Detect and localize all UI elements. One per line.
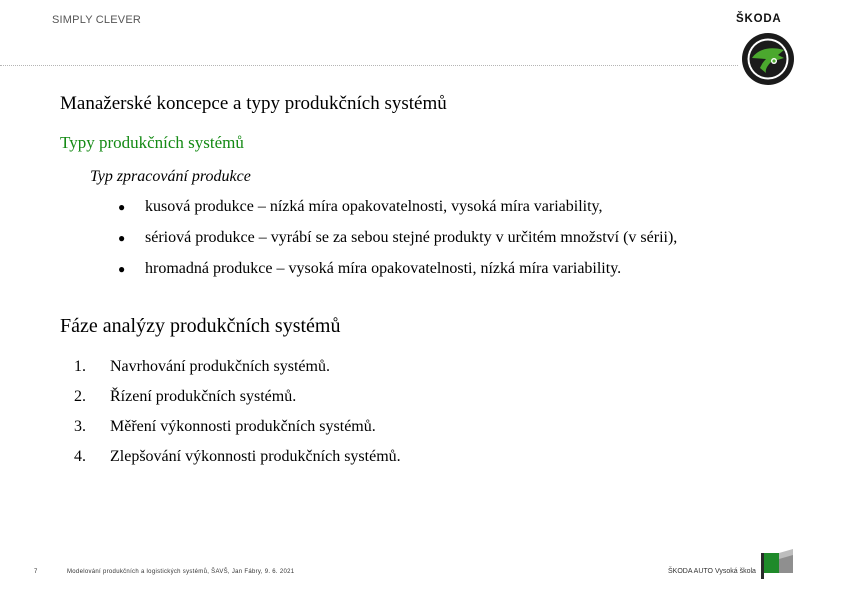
step-text: Navrhování produkčních systémů. xyxy=(110,358,330,375)
brand-name: ŠKODA xyxy=(736,13,782,25)
list-item xyxy=(74,448,401,478)
step-number: 4. xyxy=(74,448,86,465)
production-type-list xyxy=(118,198,677,291)
step-text: Zlepšování výkonnosti produkčních systémů. xyxy=(110,448,401,465)
list-item-text: hromadná produkce – vysoká míra opakovatelnosti, nízká míra variability. xyxy=(145,260,622,277)
phase-steps-list xyxy=(74,358,401,478)
list-item-text: sériová produkce – vyrábí se za sebou stejné produkty v určitém množství (v sérii), xyxy=(145,229,678,246)
bullet-icon: ● xyxy=(118,262,126,276)
list-item xyxy=(118,198,677,229)
header-divider xyxy=(0,65,738,66)
list-item xyxy=(118,260,677,291)
footer-brand: ŠKODA AUTO Vysoká škola xyxy=(668,568,756,575)
bullet-icon: ● xyxy=(118,200,126,214)
step-text: Měření výkonnosti produkčních systémů. xyxy=(110,418,376,435)
step-number: 3. xyxy=(74,418,86,435)
slide-subtitle: Typy produkčních systémů xyxy=(60,133,244,152)
list-item xyxy=(118,229,677,260)
step-number: 2. xyxy=(74,388,86,405)
list-item xyxy=(74,418,401,448)
section-label: Typ zpracování produkce xyxy=(90,168,251,185)
list-item xyxy=(74,388,401,418)
bullet-icon: ● xyxy=(118,231,126,245)
flag-icon xyxy=(761,549,793,581)
footer-text: Modelování produkčních a logistických systémů, ŠAVŠ, Jan Fábry, 9. 6. 2021 xyxy=(67,569,295,575)
list-item xyxy=(74,358,401,388)
slide-title: Manažerské koncepce a typy produkčních systémů xyxy=(60,93,447,114)
page-number: 7 xyxy=(34,569,38,575)
tagline: SIMPLY CLEVER xyxy=(52,14,142,26)
skoda-logo-icon xyxy=(740,31,796,87)
step-text: Řízení produkčních systémů. xyxy=(110,388,297,405)
list-item-text: kusová produkce – nízká míra opakovatelnosti, vysoká míra variability, xyxy=(145,198,603,215)
step-number: 1. xyxy=(74,358,86,375)
phase-title: Fáze analýzy produkčních systémů xyxy=(60,315,341,337)
